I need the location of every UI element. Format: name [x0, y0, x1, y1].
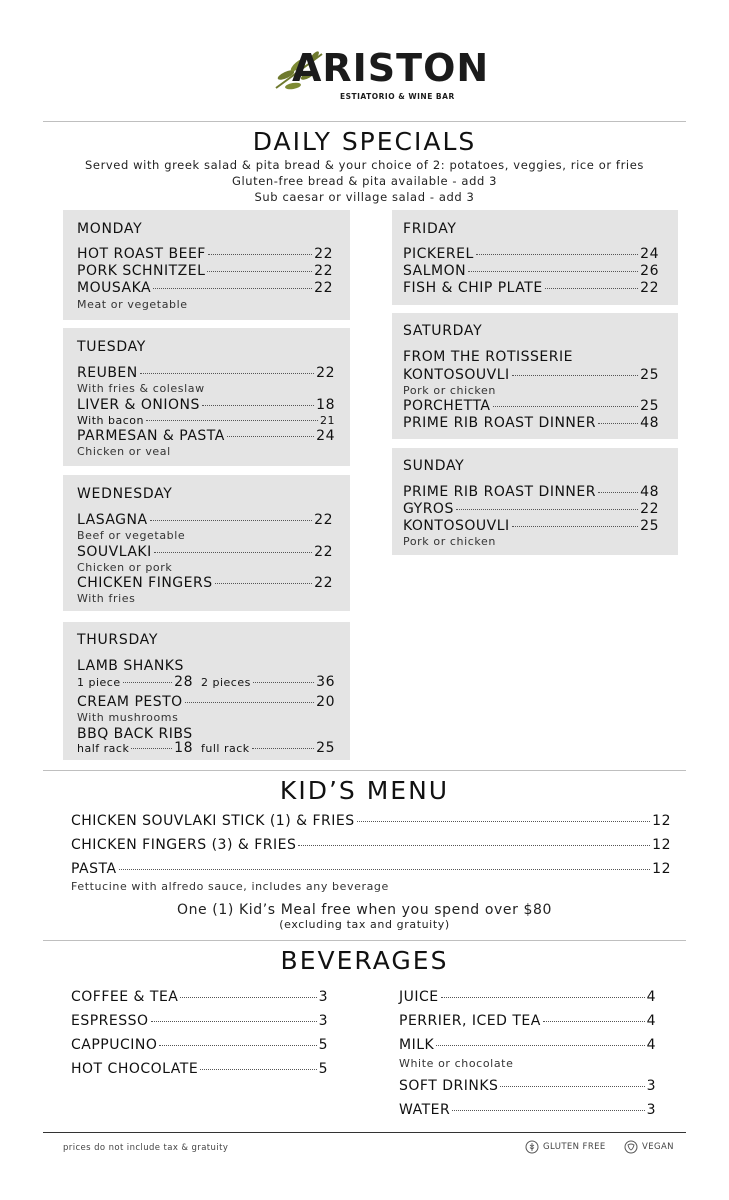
menu-item-option: full rack 25 [201, 740, 335, 756]
logo-wordmark: ARISTON [292, 46, 490, 90]
gluten-free-icon [525, 1140, 539, 1154]
gluten-free-label: GLUTEN FREE [543, 1142, 606, 1152]
daily-note-1: Served with greek salad & pita bread & your choice of 2: potatoes, veggies, rice or fries [85, 158, 644, 172]
menu-item-name: LAMB SHANKS [77, 658, 184, 674]
kids-menu-title: KID’S MENU [279, 776, 450, 805]
menu-item: LASAGNA 22 [77, 512, 333, 528]
saturday-title: SATURDAY [403, 323, 483, 339]
wednesday-panel [63, 475, 350, 611]
vegan-legend [624, 1140, 674, 1154]
menu-item: PORCHETTA 25 [403, 398, 659, 414]
item-note: With fries [77, 592, 136, 605]
item-note: With mushrooms [77, 711, 179, 724]
menu-item: KONTOSOUVLI 25 [403, 367, 659, 383]
menu-item: PICKEREL 24 [403, 246, 659, 262]
divider [43, 121, 686, 122]
item-note: With fries & coleslaw [77, 382, 205, 395]
menu-item: PERRIER, ICED TEA 4 [399, 1013, 656, 1029]
menu-item: FISH & CHIP PLATE 22 [403, 280, 659, 296]
menu-item: PASTA 12 [71, 861, 671, 877]
beverages-title: BEVERAGES [280, 946, 449, 975]
item-note: White or chocolate [399, 1057, 514, 1070]
wednesday-title: WEDNESDAY [77, 486, 173, 502]
daily-specials-title: DAILY SPECIALS [252, 127, 477, 156]
kids-promo-note: (excluding tax and gratuity) [279, 918, 450, 931]
menu-item: SOUVLAKI 22 [77, 544, 333, 560]
restaurant-logo [0, 44, 729, 110]
item-note: Chicken or pork [77, 561, 173, 574]
divider [43, 770, 686, 771]
menu-item: PRIME RIB ROAST DINNER 48 [403, 415, 659, 431]
menu-item-option: 2 pieces 36 [201, 674, 335, 690]
gluten-free-legend [525, 1140, 606, 1154]
item-note: Beef or vegetable [77, 529, 186, 542]
menu-item-option: half rack 18 [77, 740, 193, 756]
friday-title: FRIDAY [403, 221, 457, 237]
menu-item: CHICKEN FINGERS (3) & FRIES 12 [71, 837, 671, 853]
menu-item: CREAM PESTO 20 [77, 694, 335, 710]
footer-divider [43, 1132, 686, 1133]
daily-note-2: Gluten-free bread & pita available - add 3 [231, 174, 498, 188]
menu-item: ESPRESSO 3 [71, 1013, 328, 1029]
menu-item: SOFT DRINKS 3 [399, 1078, 656, 1094]
menu-item: COFFEE & TEA 3 [71, 989, 328, 1005]
menu-item: PRIME RIB ROAST DINNER 48 [403, 484, 659, 500]
thursday-title: THURSDAY [77, 632, 159, 648]
menu-item: HOT ROAST BEEF 22 [77, 246, 333, 262]
tuesday-panel [63, 328, 350, 466]
menu-item: JUICE 4 [399, 989, 656, 1005]
menu-item: GYROS 22 [403, 501, 659, 517]
menu-item: PORK SCHNITZEL 22 [77, 263, 333, 279]
menu-item: MILK 4 [399, 1037, 656, 1053]
item-note: Meat or vegetable [77, 298, 188, 311]
kids-promo: One (1) Kid’s Meal free when you spend over $80 [176, 902, 553, 918]
divider [43, 940, 686, 941]
menu-item: REUBEN 22 [77, 365, 335, 381]
menu-item: WATER 3 [399, 1102, 656, 1118]
menu-item: LIVER & ONIONS 18 [77, 397, 335, 413]
vegan-icon [624, 1140, 638, 1154]
monday-title: MONDAY [77, 221, 143, 237]
item-note: Fettucine with alfredo sauce, includes any beverage [71, 880, 389, 893]
menu-item-option: With bacon 21 [77, 414, 335, 427]
menu-item: CHICKEN FINGERS 22 [77, 575, 333, 591]
menu-item: CAPPUCINO 5 [71, 1037, 328, 1053]
item-note: Pork or chicken [403, 535, 496, 548]
sunday-panel [392, 448, 678, 555]
menu-item-option: 1 piece 28 [77, 674, 193, 690]
menu-item: MOUSAKA 22 [77, 280, 333, 296]
menu-item: CHICKEN SOUVLAKI STICK (1) & FRIES 12 [71, 813, 671, 829]
menu-item: SALMON 26 [403, 263, 659, 279]
logo-tagline: ESTIATORIO & WINE BAR [340, 92, 455, 101]
thursday-panel [63, 622, 350, 760]
menu-item: HOT CHOCOLATE 5 [71, 1061, 328, 1077]
friday-panel [392, 210, 678, 305]
tuesday-title: TUESDAY [77, 339, 147, 355]
sunday-title: SUNDAY [403, 458, 465, 474]
monday-panel [63, 210, 350, 320]
item-note: Pork or chicken [403, 384, 496, 397]
item-note: Chicken or veal [77, 445, 171, 458]
menu-item: KONTOSOUVLI 25 [403, 518, 659, 534]
daily-note-3: Sub caesar or village salad - add 3 [254, 190, 475, 204]
section-heading: FROM THE ROTISSERIE [403, 349, 573, 365]
menu-item: PARMESAN & PASTA 24 [77, 428, 335, 444]
saturday-panel [392, 313, 678, 439]
vegan-label: VEGAN [642, 1142, 674, 1152]
price-disclaimer: prices do not include tax & gratuity [63, 1143, 229, 1153]
menu-item-name: BBQ BACK RIBS [77, 726, 193, 742]
